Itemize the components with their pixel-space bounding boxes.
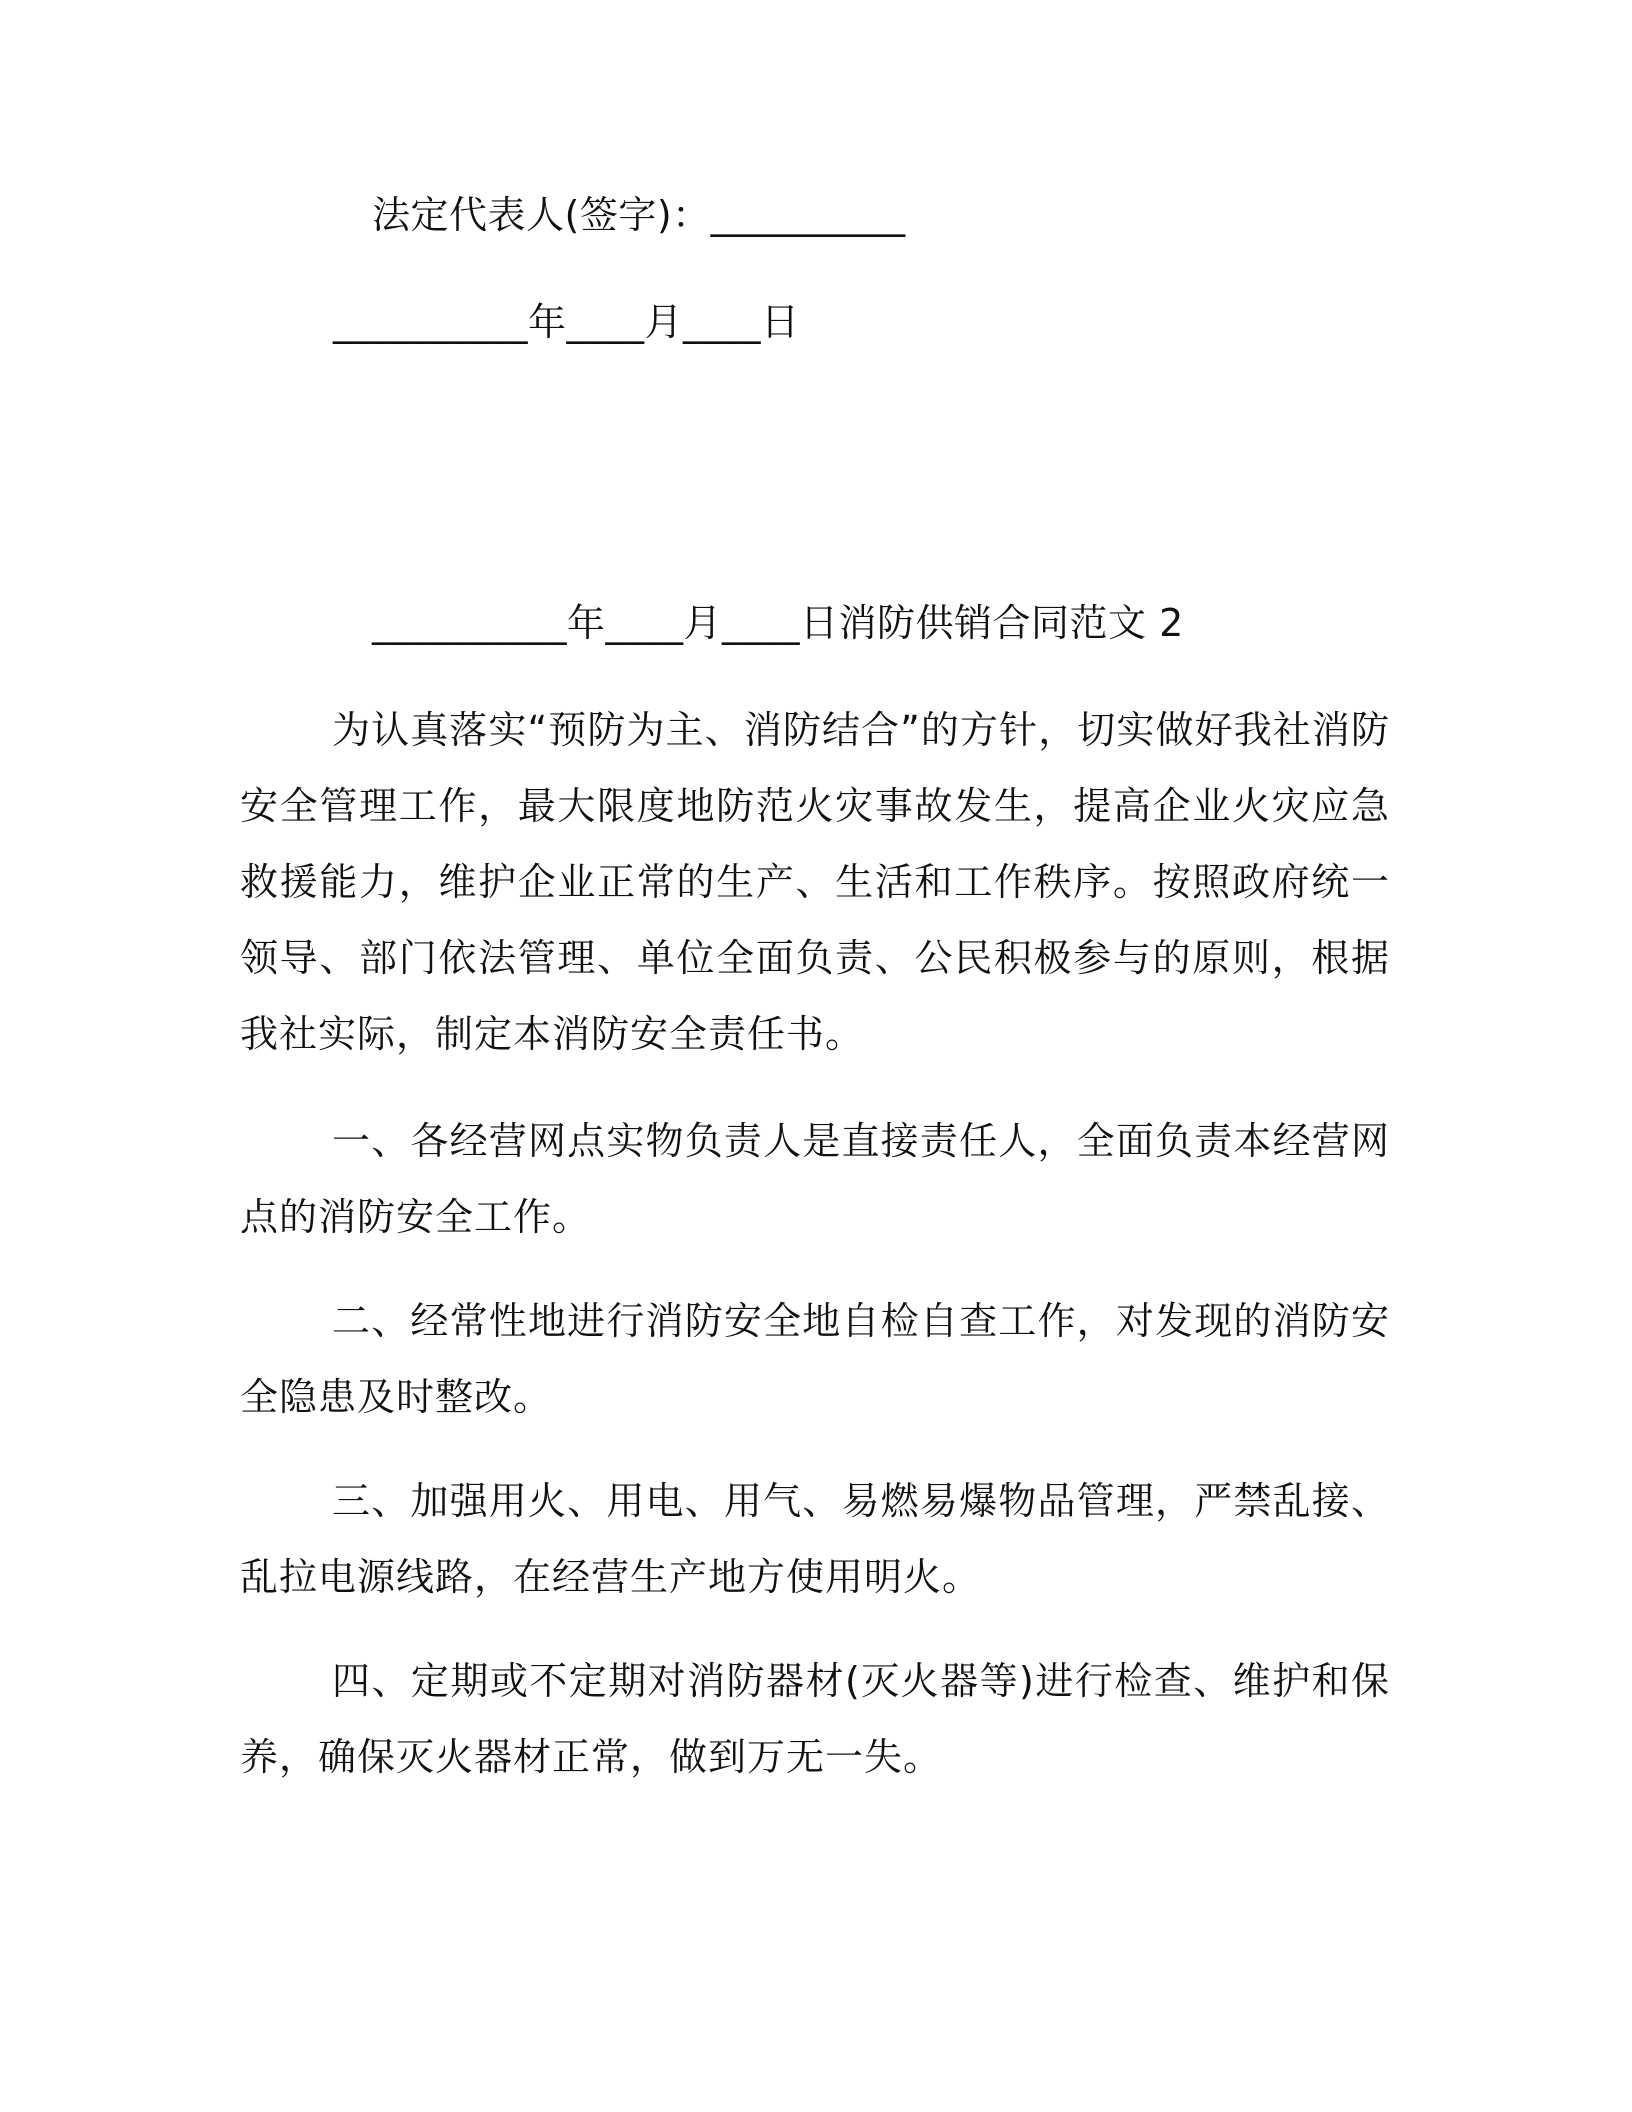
clause-2-paragraph: 二、经常性地进行消防安全地自检自查工作，对发现的消防安全隐患及时整改。 xyxy=(240,1299,1390,1419)
signature-date-line: __________年____月____日 xyxy=(333,300,800,344)
document-title: __________年____月____日消防供销合同范文 2 xyxy=(372,601,1184,645)
clause-3-paragraph: 三、加强用火、用电、用气、易燃易爆物品管理，严禁乱接、乱拉电源线路，在经营生产地方使用明火。 xyxy=(240,1479,1390,1599)
clause-4-paragraph: 四、定期或不定期对消防器材(灭火器等)进行检查、维护和保养，确保灭火器材正常，做到万无一失。 xyxy=(240,1659,1390,1779)
intro-paragraph: 为认真落实“预防为主、消防结合”的方针，切实做好我社消防安全管理工作，最大限度地防范火灾事故发生，提高企业火灾应急救援能力，维护企业正常的生产、生活和工作秩序。按照政府统一领导、部门依法管理、单位全面负责、公民积极参与的原则，根据我社实际，制定本消防安全责任书。 xyxy=(240,708,1390,1056)
legal-representative-signature-line: 法定代表人(签字)：__________ xyxy=(372,193,906,237)
clause-1-paragraph: 一、各经营网点实物负责人是直接责任人，全面负责本经营网点的消防安全工作。 xyxy=(240,1119,1390,1239)
